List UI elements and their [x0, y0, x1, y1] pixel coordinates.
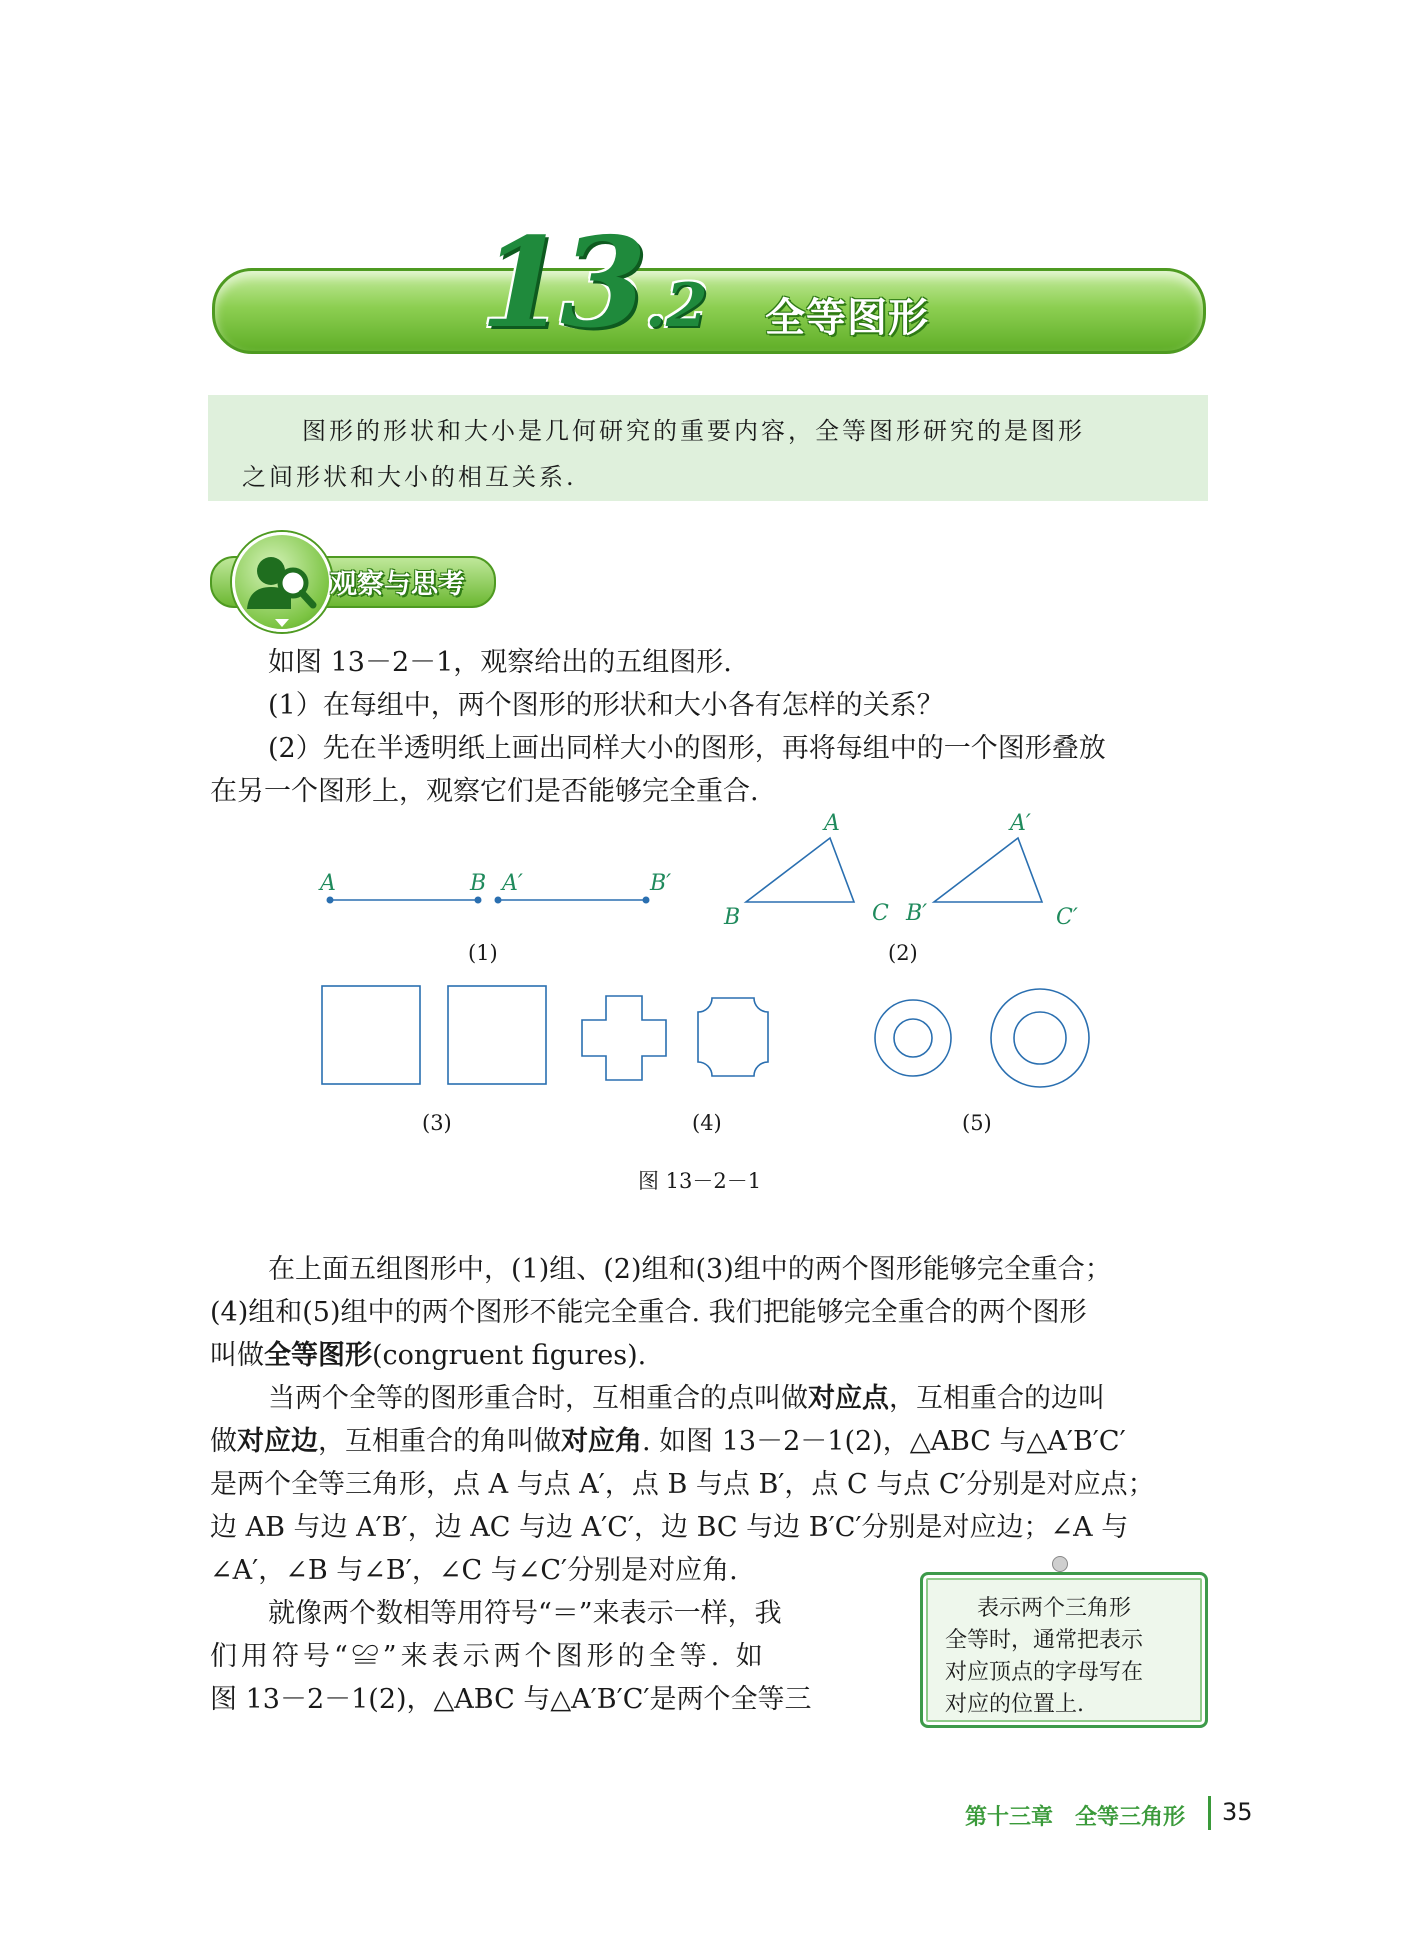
label-tb2: B′ [906, 901, 928, 926]
point-a2 [495, 897, 502, 904]
square-left [322, 986, 420, 1084]
note-line-2: 全等时，通常把表示 [945, 1628, 1144, 1653]
term-corresponding-angles: 对应角 [561, 1426, 642, 1457]
note-box [920, 1572, 1208, 1728]
observe-line-1: 如图 13－2－1，观察给出的五组图形. [268, 647, 732, 678]
label-tc2: C′ [1056, 905, 1078, 930]
term-corresponding-points: 对应点 [808, 1383, 889, 1414]
notched-square [698, 998, 768, 1076]
para2-text: ，互相重合的边叫 [889, 1383, 1105, 1414]
label-b2: B′ [650, 871, 672, 896]
label-tb: B [724, 905, 741, 930]
footer-chapter: 第十三章 全等三角形 [965, 1805, 1186, 1830]
label-b: B [470, 871, 487, 896]
term-congruent-figures: 全等图形 [264, 1340, 372, 1371]
note-line-4: 对应的位置上. [945, 1692, 1084, 1717]
intro-line-1: 图形的形状和大小是几何研究的重要内容，全等图形研究的是图形 [302, 417, 1085, 445]
para2-line-1 [268, 1376, 1105, 1415]
label-a: A [320, 871, 336, 896]
ring-small-inner [894, 1019, 932, 1057]
para2-line-5: ∠A′，∠B 与∠B′，∠C 与∠C′分别是对应角. [210, 1555, 738, 1586]
para1-line-3 [210, 1333, 646, 1372]
triangle-a2b2c2 [934, 838, 1042, 902]
para2-text: . 如图 13－2－1(2)，△ABC 与△A′B′C′ [642, 1426, 1126, 1457]
para2-text: ，互相重合的角叫做 [318, 1426, 561, 1457]
observe-badge-label: 观察与思考 [330, 569, 465, 600]
observe-line-4: 在另一个图形上，观察它们是否能够完全重合. [210, 776, 759, 807]
para1-text-english: (congruent figures). [372, 1340, 647, 1371]
sub-label-5: (5) [962, 1111, 992, 1135]
label-a2: A′ [502, 871, 523, 896]
point-b2 [643, 897, 650, 904]
note-line-3: 对应顶点的字母写在 [945, 1660, 1144, 1685]
figure-13-2-1 [300, 800, 1120, 1190]
point-a [327, 897, 334, 904]
para3-line-2: 们用符号“≌”来表示两个图形的全等. 如 [210, 1641, 767, 1672]
sub-label-2: (2) [888, 941, 918, 965]
cross-shape [582, 996, 666, 1080]
sub-label-3: (3) [422, 1111, 452, 1135]
para2-text: 做 [210, 1426, 237, 1457]
ring-large-outer [991, 989, 1089, 1087]
note-line-1: 表示两个三角形 [977, 1596, 1132, 1621]
section-number-major: 13 [480, 211, 641, 356]
intro-line-2: 之间形状和大小的相互关系. [242, 463, 577, 491]
triangle-abc [746, 838, 854, 902]
para2-line-3: 是两个全等三角形，点 A 与点 A′，点 B 与点 B′，点 C 与点 C′分别是对应点； [210, 1469, 1155, 1500]
observe-line-2: (1）在每组中，两个图形的形状和大小各有怎样的关系？ [268, 690, 944, 721]
ring-small-outer [875, 1000, 951, 1076]
para2-line-2 [210, 1419, 1126, 1458]
section-title: 全等图形 [765, 295, 929, 341]
intro-box [208, 395, 1208, 501]
label-ta: A [824, 811, 840, 836]
label-ta2: A′ [1010, 811, 1031, 836]
para3-line-1: 就像两个数相等用符号“＝”来表示一样，我 [268, 1598, 782, 1629]
person-magnifier-icon [235, 535, 329, 629]
observe-line-3: (2）先在半透明纸上画出同样大小的图形，再将每组中的一个图形叠放 [268, 733, 1106, 764]
para3-line-3: 图 13－2－1(2)，△ABC 与△A′B′C′是两个全等三 [210, 1684, 812, 1715]
para1-line-2: (4)组和(5)组中的两个图形不能完全重合. 我们把能够完全重合的两个图形 [210, 1297, 1087, 1328]
section-number-minor: .2 [645, 271, 708, 341]
page-number: 35 [1222, 1798, 1253, 1826]
label-tc: C [872, 901, 889, 926]
term-corresponding-sides: 对应边 [237, 1426, 318, 1457]
section-banner [212, 268, 1206, 354]
sub-label-1: (1) [468, 941, 498, 965]
ring-large-inner [1014, 1012, 1066, 1064]
para1-text: 叫做 [210, 1340, 264, 1371]
figure-caption: 图 13－2－1 [638, 1169, 762, 1190]
footer-separator [1208, 1796, 1211, 1830]
note-pin-icon [1052, 1556, 1068, 1572]
para2-text: 当两个全等的图形重合时，互相重合的点叫做 [268, 1383, 808, 1414]
para2-line-4: 边 AB 与边 A′B′，边 AC 与边 A′C′，边 BC 与边 B′C′分别是对应边；∠A 与 [210, 1512, 1129, 1543]
point-b [475, 897, 482, 904]
square-right [448, 986, 546, 1084]
sub-label-4: (4) [692, 1111, 722, 1135]
observe-icon [232, 532, 332, 632]
para1-line-1: 在上面五组图形中，(1)组、(2)组和(3)组中的两个图形能够完全重合； [268, 1254, 1112, 1285]
